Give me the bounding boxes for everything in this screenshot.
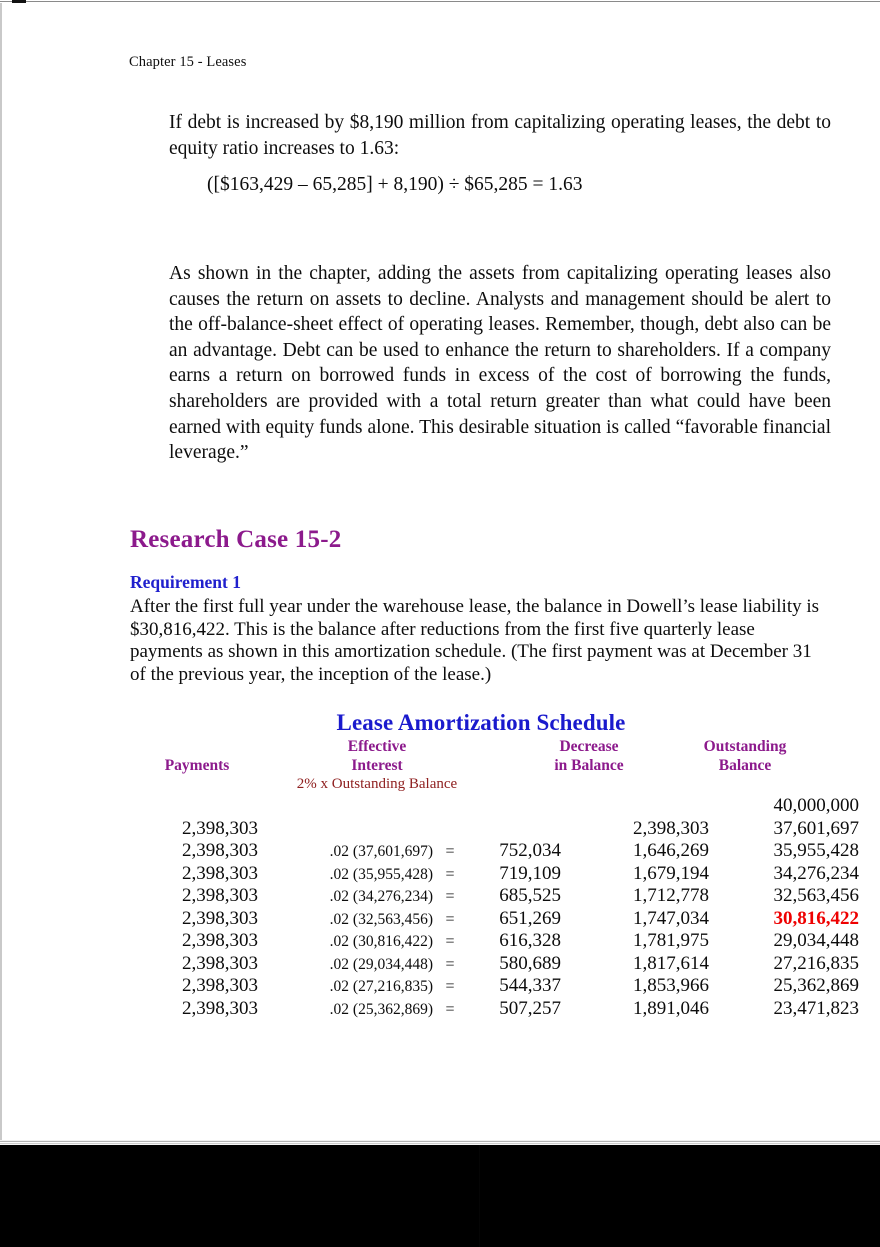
cell-balance: 35,955,428: [773, 840, 859, 861]
cell-interest: [467, 795, 561, 818]
row-right-spacer: [859, 953, 880, 976]
cell-interest: 719,109: [499, 862, 561, 884]
cell-balance: 25,362,869: [773, 975, 859, 996]
cell-payment: 2,398,303: [182, 817, 258, 839]
cell-decrease: 1,891,046: [633, 997, 709, 1019]
cell-balance: 29,034,448: [773, 930, 859, 951]
column-header-decrease-in-balance: [529, 737, 649, 775]
cell-calc: .02 (32,563,456): [329, 910, 433, 928]
cell-decrease: 2,398,303: [633, 817, 709, 839]
cell-interest: [467, 818, 561, 841]
schedule-title: [2, 710, 880, 736]
cell-calc: [258, 818, 433, 841]
cell-payment: 2,398,303: [182, 862, 258, 884]
row-left-spacer: [2, 930, 138, 953]
cell-payment: 2,398,303: [182, 952, 258, 974]
cell-balance: 34,276,234: [773, 862, 859, 884]
column-header-decrease-line1: Decrease: [559, 738, 619, 755]
cell-decrease: 1,781,975: [633, 930, 709, 951]
row-left-spacer: [2, 975, 138, 998]
cell-interest: 685,525: [499, 885, 561, 906]
paragraph-requirement-1: After the first full year under the warehouse lease, the balance in Dowell’s lease liability is $30,816,422. This is the balance after reductions from the first five quarterly lease payments as shown in this amortization schedule. (The first payment was at December 31 of the previous year, the inception of the lease.): [130, 596, 820, 685]
row-right-spacer: [859, 998, 880, 1021]
cell-eq: [433, 795, 467, 818]
row-left-spacer: [2, 885, 138, 908]
table-row: [2, 930, 880, 953]
row-left-spacer: [2, 795, 138, 818]
cell-calc: .02 (29,034,448): [329, 955, 433, 973]
row-right-spacer: [859, 885, 880, 908]
row-left-spacer: [2, 908, 138, 931]
paragraph-financial-leverage: As shown in the chapter, adding the assets from capitalizing operating leases also causes the return on assets to decline. Analysts and management should be alert to the off-balance-sheet effect of operating leases. Remember, though, debt also can be an advantage. Debt can be used to enhance the return to shareholders. If a company earns a return on borrowed funds in excess of the cost of borrowing the funds, shareholders are provided with a total return greater than what could have been earned with equity funds alone. This desirable situation is called “favorable financial leverage.”: [169, 263, 831, 464]
column-header-effective-interest: [317, 737, 437, 775]
row-left-spacer: [2, 840, 138, 863]
cell-payment: 2,398,303: [182, 975, 258, 996]
cell-interest: 507,257: [499, 997, 561, 1019]
cell-payment: 2,398,303: [182, 907, 258, 929]
cell-payment: [138, 795, 258, 818]
column-header-effective-line1: Effective: [347, 738, 407, 755]
row-right-spacer: [859, 795, 880, 818]
row-right-spacer: [859, 818, 880, 841]
cell-balance: 23,471,823: [773, 997, 859, 1019]
paragraph-debt-ratio: If debt is increased by $8,190 million from capitalizing operating leases, the debt to equity ratio increases to 1.63:: [169, 112, 831, 159]
schedule-title-text: Lease Amortization Schedule: [336, 710, 626, 735]
table-row: [2, 840, 880, 863]
cell-balance: 30,816,422: [773, 907, 859, 929]
row-left-spacer: [2, 953, 138, 976]
cell-eq: =: [445, 955, 455, 973]
row-left-spacer: [2, 998, 138, 1021]
table-row: [2, 908, 880, 931]
row-left-spacer: [2, 863, 138, 886]
cell-eq: =: [445, 1000, 455, 1018]
cell-decrease: 1,679,194: [633, 862, 709, 884]
row-right-spacer: [859, 863, 880, 886]
cell-eq: =: [445, 978, 455, 995]
page-footer-area: [0, 1145, 880, 1247]
cell-payment: 2,398,303: [182, 840, 258, 861]
table-row: [2, 998, 880, 1021]
cell-interest: 616,328: [499, 930, 561, 951]
column-header-decrease-line2: in Balance: [554, 757, 624, 774]
cell-payment: 2,398,303: [182, 885, 258, 906]
table-row: [2, 863, 880, 886]
cell-eq: =: [445, 865, 455, 883]
row-left-spacer: [2, 818, 138, 841]
column-header-outstanding-balance: [684, 737, 806, 775]
row-right-spacer: [859, 930, 880, 953]
cell-calc: .02 (27,216,835): [329, 978, 433, 995]
cell-interest: 651,269: [499, 907, 561, 929]
cell-calc: .02 (25,362,869): [329, 1000, 433, 1018]
cell-decrease: [561, 795, 709, 818]
cell-calc: .02 (35,955,428): [329, 865, 433, 883]
cell-interest: 752,034: [499, 840, 561, 861]
cell-interest: 544,337: [499, 975, 561, 996]
page-footer-seam: [479, 1145, 480, 1247]
cell-decrease: 1,853,966: [633, 975, 709, 996]
cell-calc: .02 (30,816,422): [329, 933, 433, 950]
cell-interest: 580,689: [499, 952, 561, 974]
cell-calc: .02 (37,601,697): [329, 843, 433, 860]
cell-decrease: 1,646,269: [633, 840, 709, 861]
cell-eq: =: [445, 888, 455, 905]
table-row: [2, 818, 880, 841]
table-row: [2, 795, 880, 818]
table-row: [2, 885, 880, 908]
cell-calc: .02 (34,276,234): [329, 888, 433, 905]
cell-payment: 2,398,303: [182, 930, 258, 951]
column-header-payments: Payments: [164, 757, 230, 774]
document-page: [0, 3, 880, 1143]
cell-balance: 40,000,000: [773, 795, 859, 816]
requirement-heading: Requirement 1: [130, 572, 241, 592]
cell-balance: 27,216,835: [773, 952, 859, 974]
cell-payment: 2,398,303: [182, 997, 258, 1019]
cell-eq: =: [445, 910, 455, 928]
cell-decrease: 1,817,614: [633, 952, 709, 974]
cell-eq: [433, 818, 467, 841]
lease-amortization-table-body: [2, 795, 880, 1020]
cell-balance: 32,563,456: [773, 885, 859, 906]
running-head: Chapter 15 - Leases: [129, 54, 247, 70]
row-right-spacer: [859, 840, 880, 863]
cell-eq: =: [445, 933, 455, 950]
cell-balance: 37,601,697: [773, 817, 859, 839]
column-header-outstanding-line1: Outstanding: [703, 738, 787, 755]
cell-decrease: 1,712,778: [633, 885, 709, 906]
research-case-heading: Research Case 15-2: [130, 526, 342, 553]
column-header-outstanding-line2: Balance: [718, 757, 772, 774]
column-header-effective-line2: Interest: [351, 757, 403, 774]
cell-decrease: 1,747,034: [633, 907, 709, 929]
equation-debt-to-equity: ([$163,429 – 65,285] + 8,190) ÷ $65,285 = 1.63: [207, 174, 583, 195]
table-row: [2, 975, 880, 998]
lease-amortization-table: [2, 795, 880, 1020]
cell-calc: [258, 795, 433, 818]
table-row: [2, 953, 880, 976]
cell-eq: =: [445, 843, 455, 860]
row-right-spacer: [859, 908, 880, 931]
row-right-spacer: [859, 975, 880, 998]
column-header-formula-note: 2% x Outstanding Balance: [296, 776, 458, 792]
